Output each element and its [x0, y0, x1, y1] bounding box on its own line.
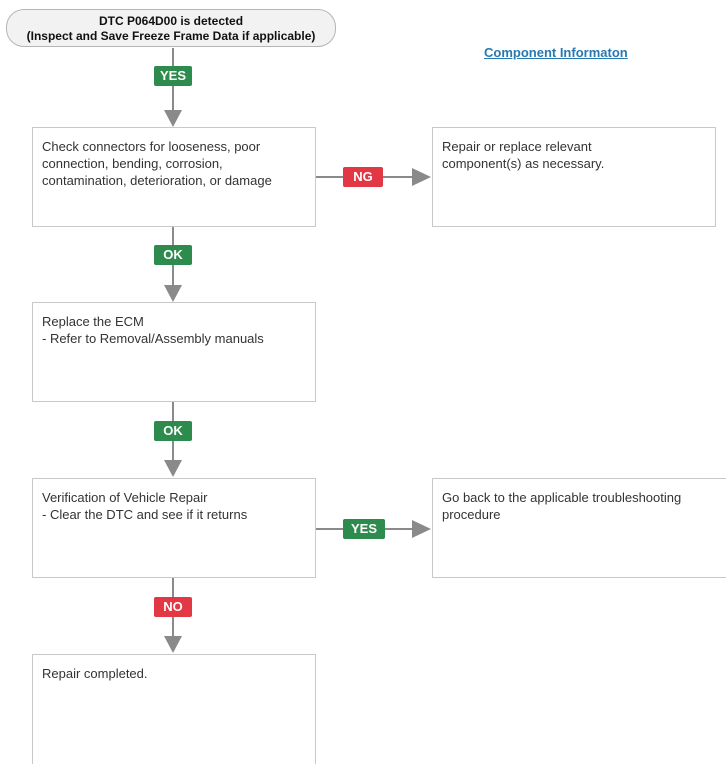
replace-ecm-line1: Replace the ECM	[42, 314, 144, 329]
start-node	[6, 9, 336, 47]
go-back-box	[432, 478, 726, 578]
ok-badge-1: OK	[154, 245, 192, 265]
replace-ecm-line2: - Refer to Removal/Assembly manuals	[42, 331, 264, 346]
verification-line2: - Clear the DTC and see if it returns	[42, 507, 248, 522]
go-back-line1: Go back to the applicable troubleshooting	[442, 490, 682, 505]
check-connectors-line1: Check connectors for looseness, poor	[42, 139, 261, 154]
arrowhead-down-2	[164, 285, 182, 302]
arrowhead-right-1	[412, 168, 431, 186]
go-back-line2: procedure	[442, 507, 501, 522]
repair-replace-box	[432, 127, 716, 227]
ng-badge: NG	[343, 167, 383, 187]
repair-completed-line1: Repair completed.	[42, 666, 148, 681]
repair-replace-line2: component(s) as necessary.	[442, 156, 605, 171]
start-node-line2: (Inspect and Save Freeze Frame Data if applicable)	[26, 29, 316, 43]
check-connectors-box	[32, 127, 316, 227]
replace-ecm-box	[32, 302, 316, 402]
yes-badge-start: YES	[154, 66, 192, 86]
yes-badge-verification: YES	[343, 519, 385, 539]
repair-completed-box	[32, 654, 316, 764]
arrowhead-down-3	[164, 460, 182, 477]
repair-replace-line1: Repair or replace relevant	[442, 139, 592, 154]
verification-line1: Verification of Vehicle Repair	[42, 490, 208, 505]
arrowhead-right-2	[412, 520, 431, 538]
arrowhead-down-4	[164, 636, 182, 653]
check-connectors-line2: connection, bending, corrosion,	[42, 156, 223, 171]
no-badge: NO	[154, 597, 192, 617]
ok-badge-2: OK	[154, 421, 192, 441]
check-connectors-line3: contamination, deterioration, or damage	[42, 173, 272, 188]
component-information-link[interactable]: Component Informaton	[484, 45, 628, 60]
arrowhead-down-1	[164, 110, 182, 127]
start-node-line1: DTC P064D00 is detected	[98, 14, 244, 28]
verification-box	[32, 478, 316, 578]
